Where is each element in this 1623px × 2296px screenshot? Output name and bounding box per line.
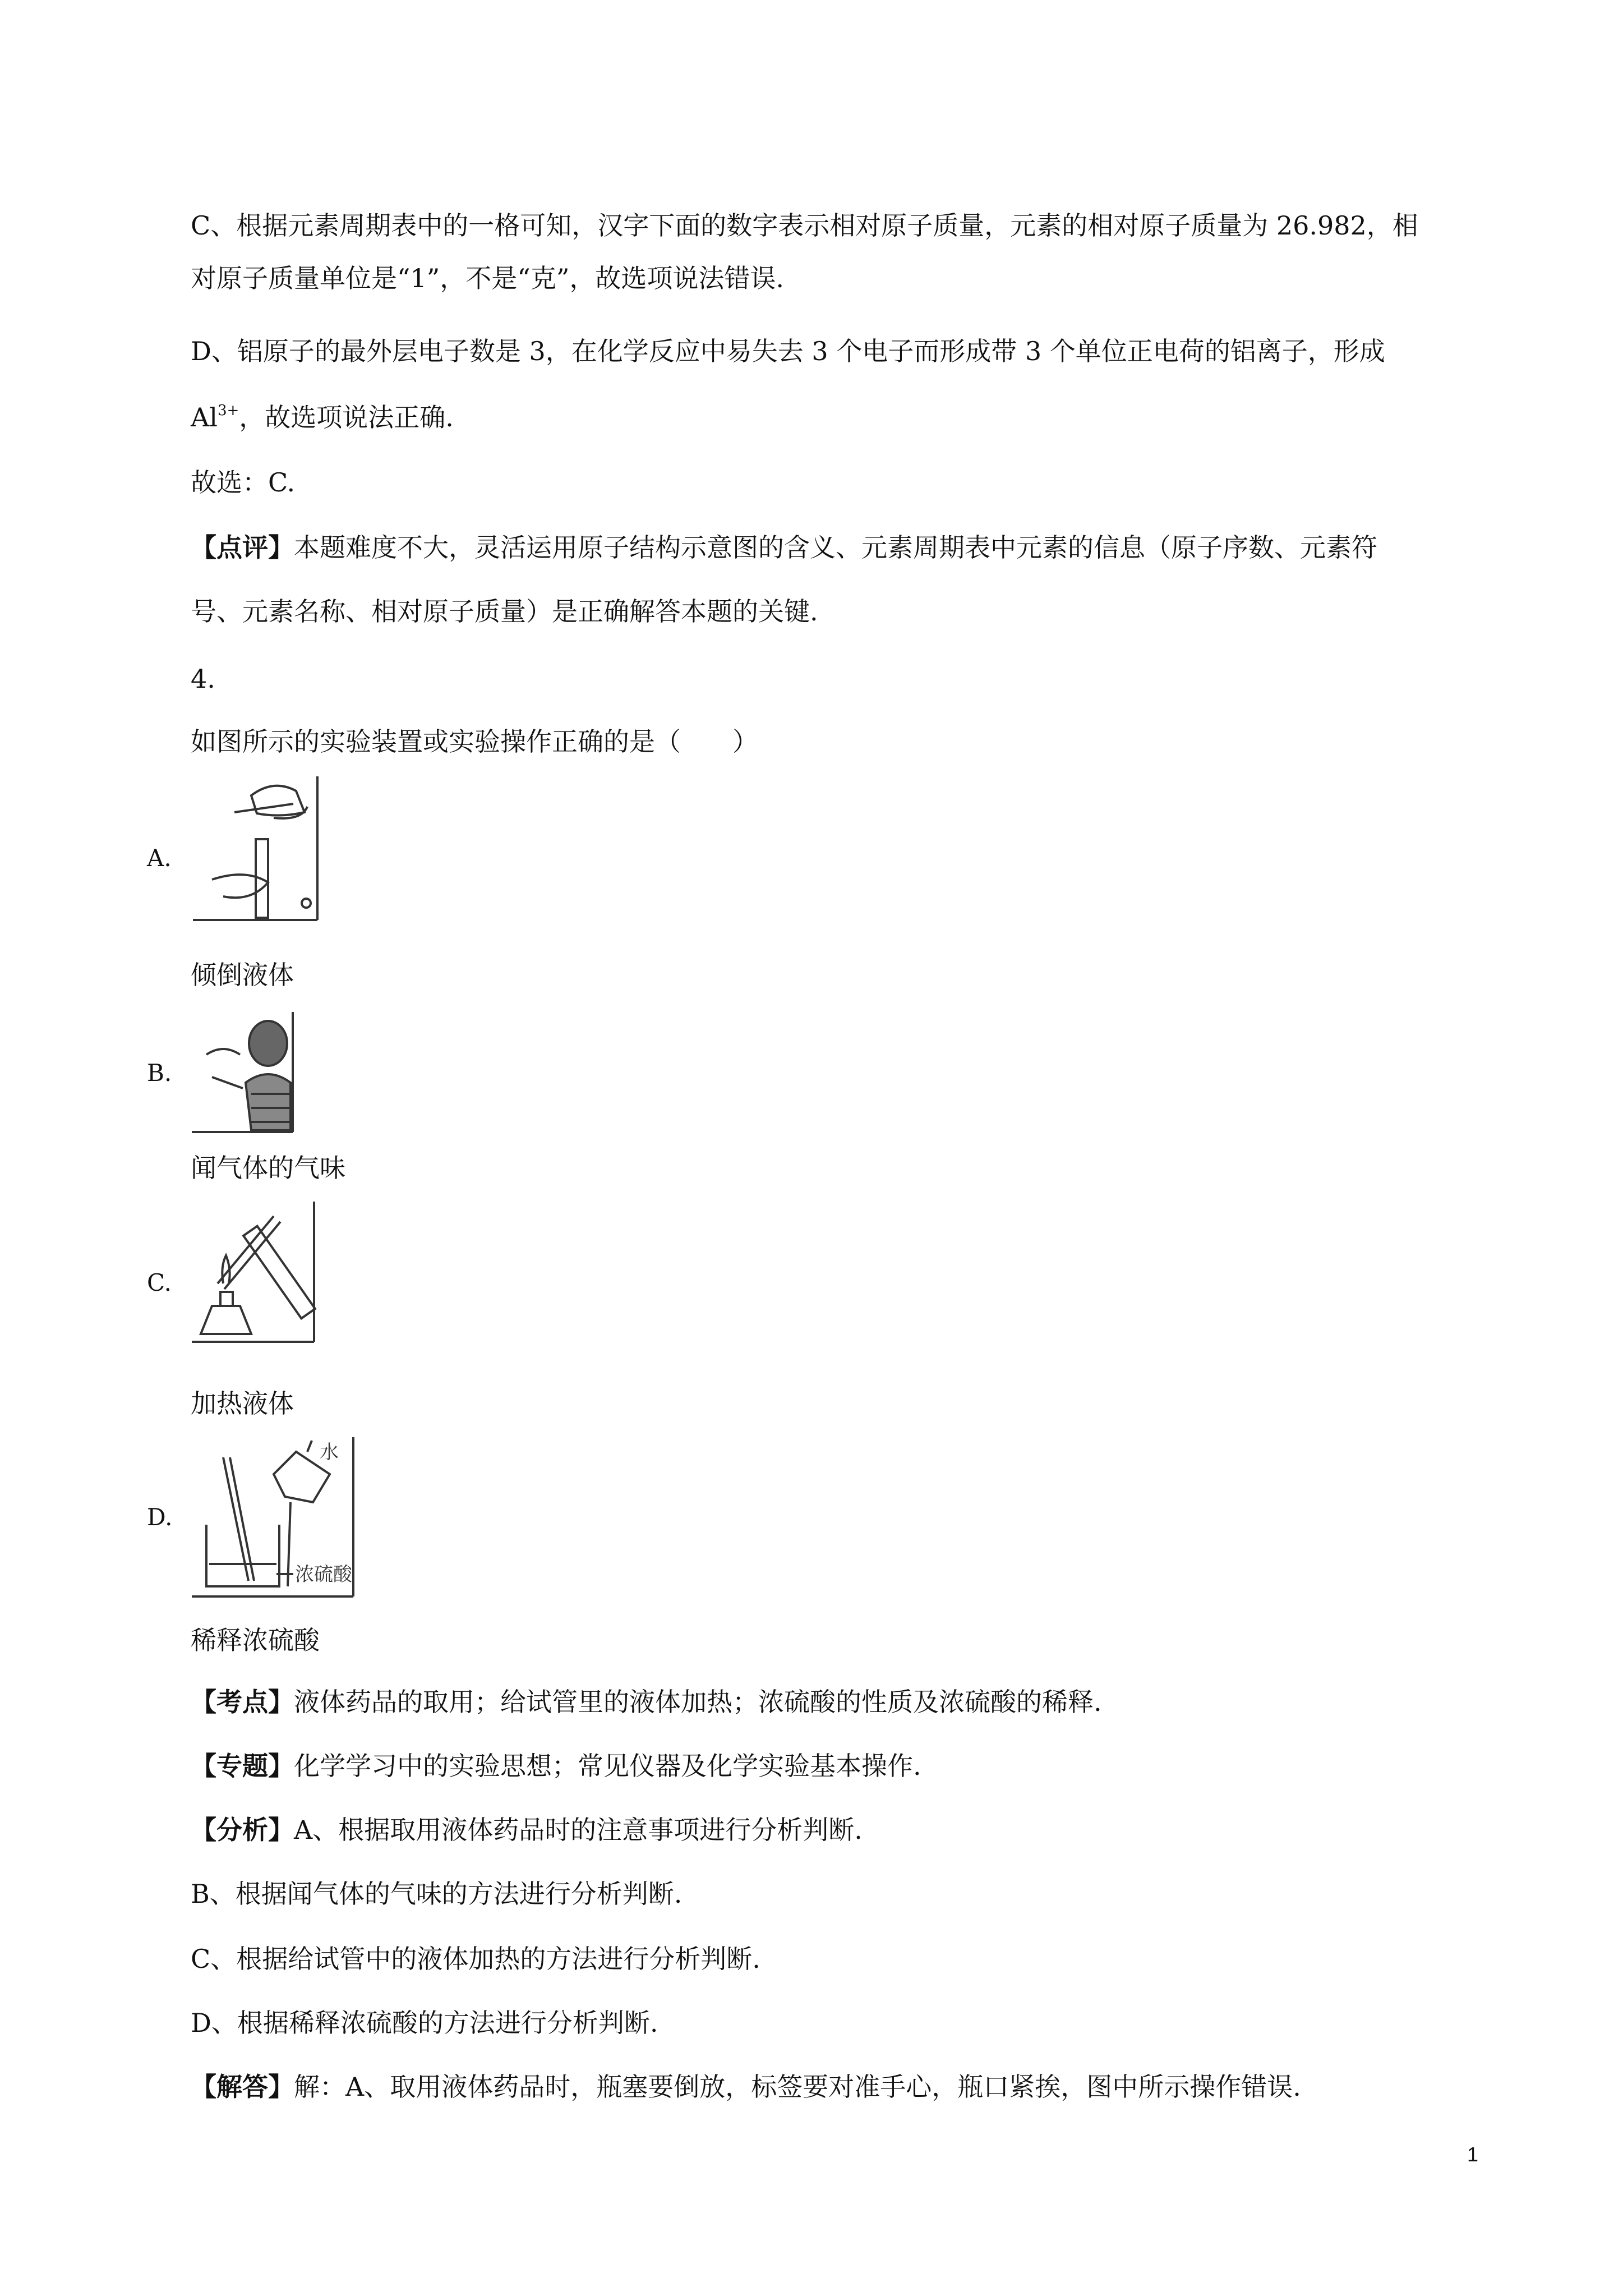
review-line-1 bbox=[191, 531, 1377, 564]
text-d2-rest: ，故选项说法正确. bbox=[239, 402, 454, 432]
jieda-line bbox=[191, 2070, 1301, 2104]
acid-label: 浓硫酸 bbox=[295, 1563, 352, 1586]
ion-symbol: Al bbox=[191, 402, 218, 432]
smelling-gas-figure bbox=[190, 1010, 296, 1134]
diluting-acid-figure bbox=[190, 1435, 357, 1599]
water-label: 水 bbox=[320, 1441, 339, 1464]
review-text-1: 本题难度不大，灵活运用原子结构示意图的含义、元素周期表中元素的信息（原子序数、元素符 bbox=[294, 532, 1377, 563]
fenxi-text-a: A、根据取用液体药品时的注意事项进行分析判断. bbox=[294, 1815, 863, 1845]
option-c-letter: C. bbox=[147, 1269, 172, 1296]
question-number: 4. bbox=[191, 664, 215, 694]
ion-charge: 3+ bbox=[217, 402, 239, 419]
kaodian-text: 液体药品的取用；给试管里的液体加热；浓硫酸的性质及浓硫酸的稀释. bbox=[294, 1687, 1102, 1717]
heating-liquid-figure bbox=[190, 1199, 317, 1344]
page-number: 1 bbox=[1467, 2143, 1478, 2166]
option-b-caption: 闻气体的气味 bbox=[191, 1153, 345, 1183]
kaodian-line bbox=[191, 1685, 1102, 1719]
option-d-caption: 稀释浓硫酸 bbox=[191, 1625, 320, 1655]
option-a-caption: 倾倒液体 bbox=[191, 960, 294, 990]
review-tag: 【点评】 bbox=[191, 532, 294, 563]
review-line-2: 号、元素名称、相对原子质量）是正确解答本题的关键. bbox=[191, 596, 818, 627]
text-line-c2: 对原子质量单位是“1”，不是“克”，故选项说法错误. bbox=[191, 263, 784, 293]
option-b-letter: B. bbox=[147, 1059, 172, 1087]
fenxi-line bbox=[191, 1813, 863, 1847]
option-d-letter: D. bbox=[147, 1503, 173, 1531]
fenxi-tag: 【分析】 bbox=[191, 1815, 294, 1845]
text-line-d1: D、铝原子的最外层电子数是 3，在化学反应中易失去 3 个电子而形成带 3 个单位正电荷的铝离子，形成 bbox=[191, 336, 1385, 366]
jieda-tag: 【解答】 bbox=[191, 2072, 294, 2102]
fenxi-line-d: D、根据稀释浓硫酸的方法进行分析判断. bbox=[191, 2008, 658, 2038]
fenxi-line-b: B、根据闻气体的气味的方法进行分析判断. bbox=[191, 1879, 683, 1909]
option-c-caption: 加热液体 bbox=[191, 1388, 294, 1419]
zhuanti-tag: 【专题】 bbox=[191, 1751, 294, 1781]
text-line-d2 bbox=[191, 401, 454, 434]
jieda-text: 解：A、取用液体药品时，瓶塞要倒放，标签要对准手心，瓶口紧挨，图中所示操作错误. bbox=[294, 2072, 1301, 2102]
question-text: 如图所示的实验装置或实验操作正确的是（ ） bbox=[191, 726, 758, 757]
zhuanti-line bbox=[191, 1749, 921, 1783]
answer-line: 故选：C. bbox=[191, 467, 296, 498]
pouring-liquid-figure bbox=[190, 773, 324, 923]
option-a-letter: A. bbox=[147, 844, 172, 872]
text-line-c1: C、根据元素周期表中的一格可知，汉字下面的数字表示相对原子质量，元素的相对原子质量为 26.982，相 bbox=[191, 210, 1418, 241]
fenxi-line-c: C、根据给试管中的液体加热的方法进行分析判断. bbox=[191, 1944, 760, 1974]
zhuanti-text: 化学学习中的实验思想；常见仪器及化学实验基本操作. bbox=[294, 1751, 921, 1781]
kaodian-tag: 【考点】 bbox=[191, 1687, 294, 1717]
